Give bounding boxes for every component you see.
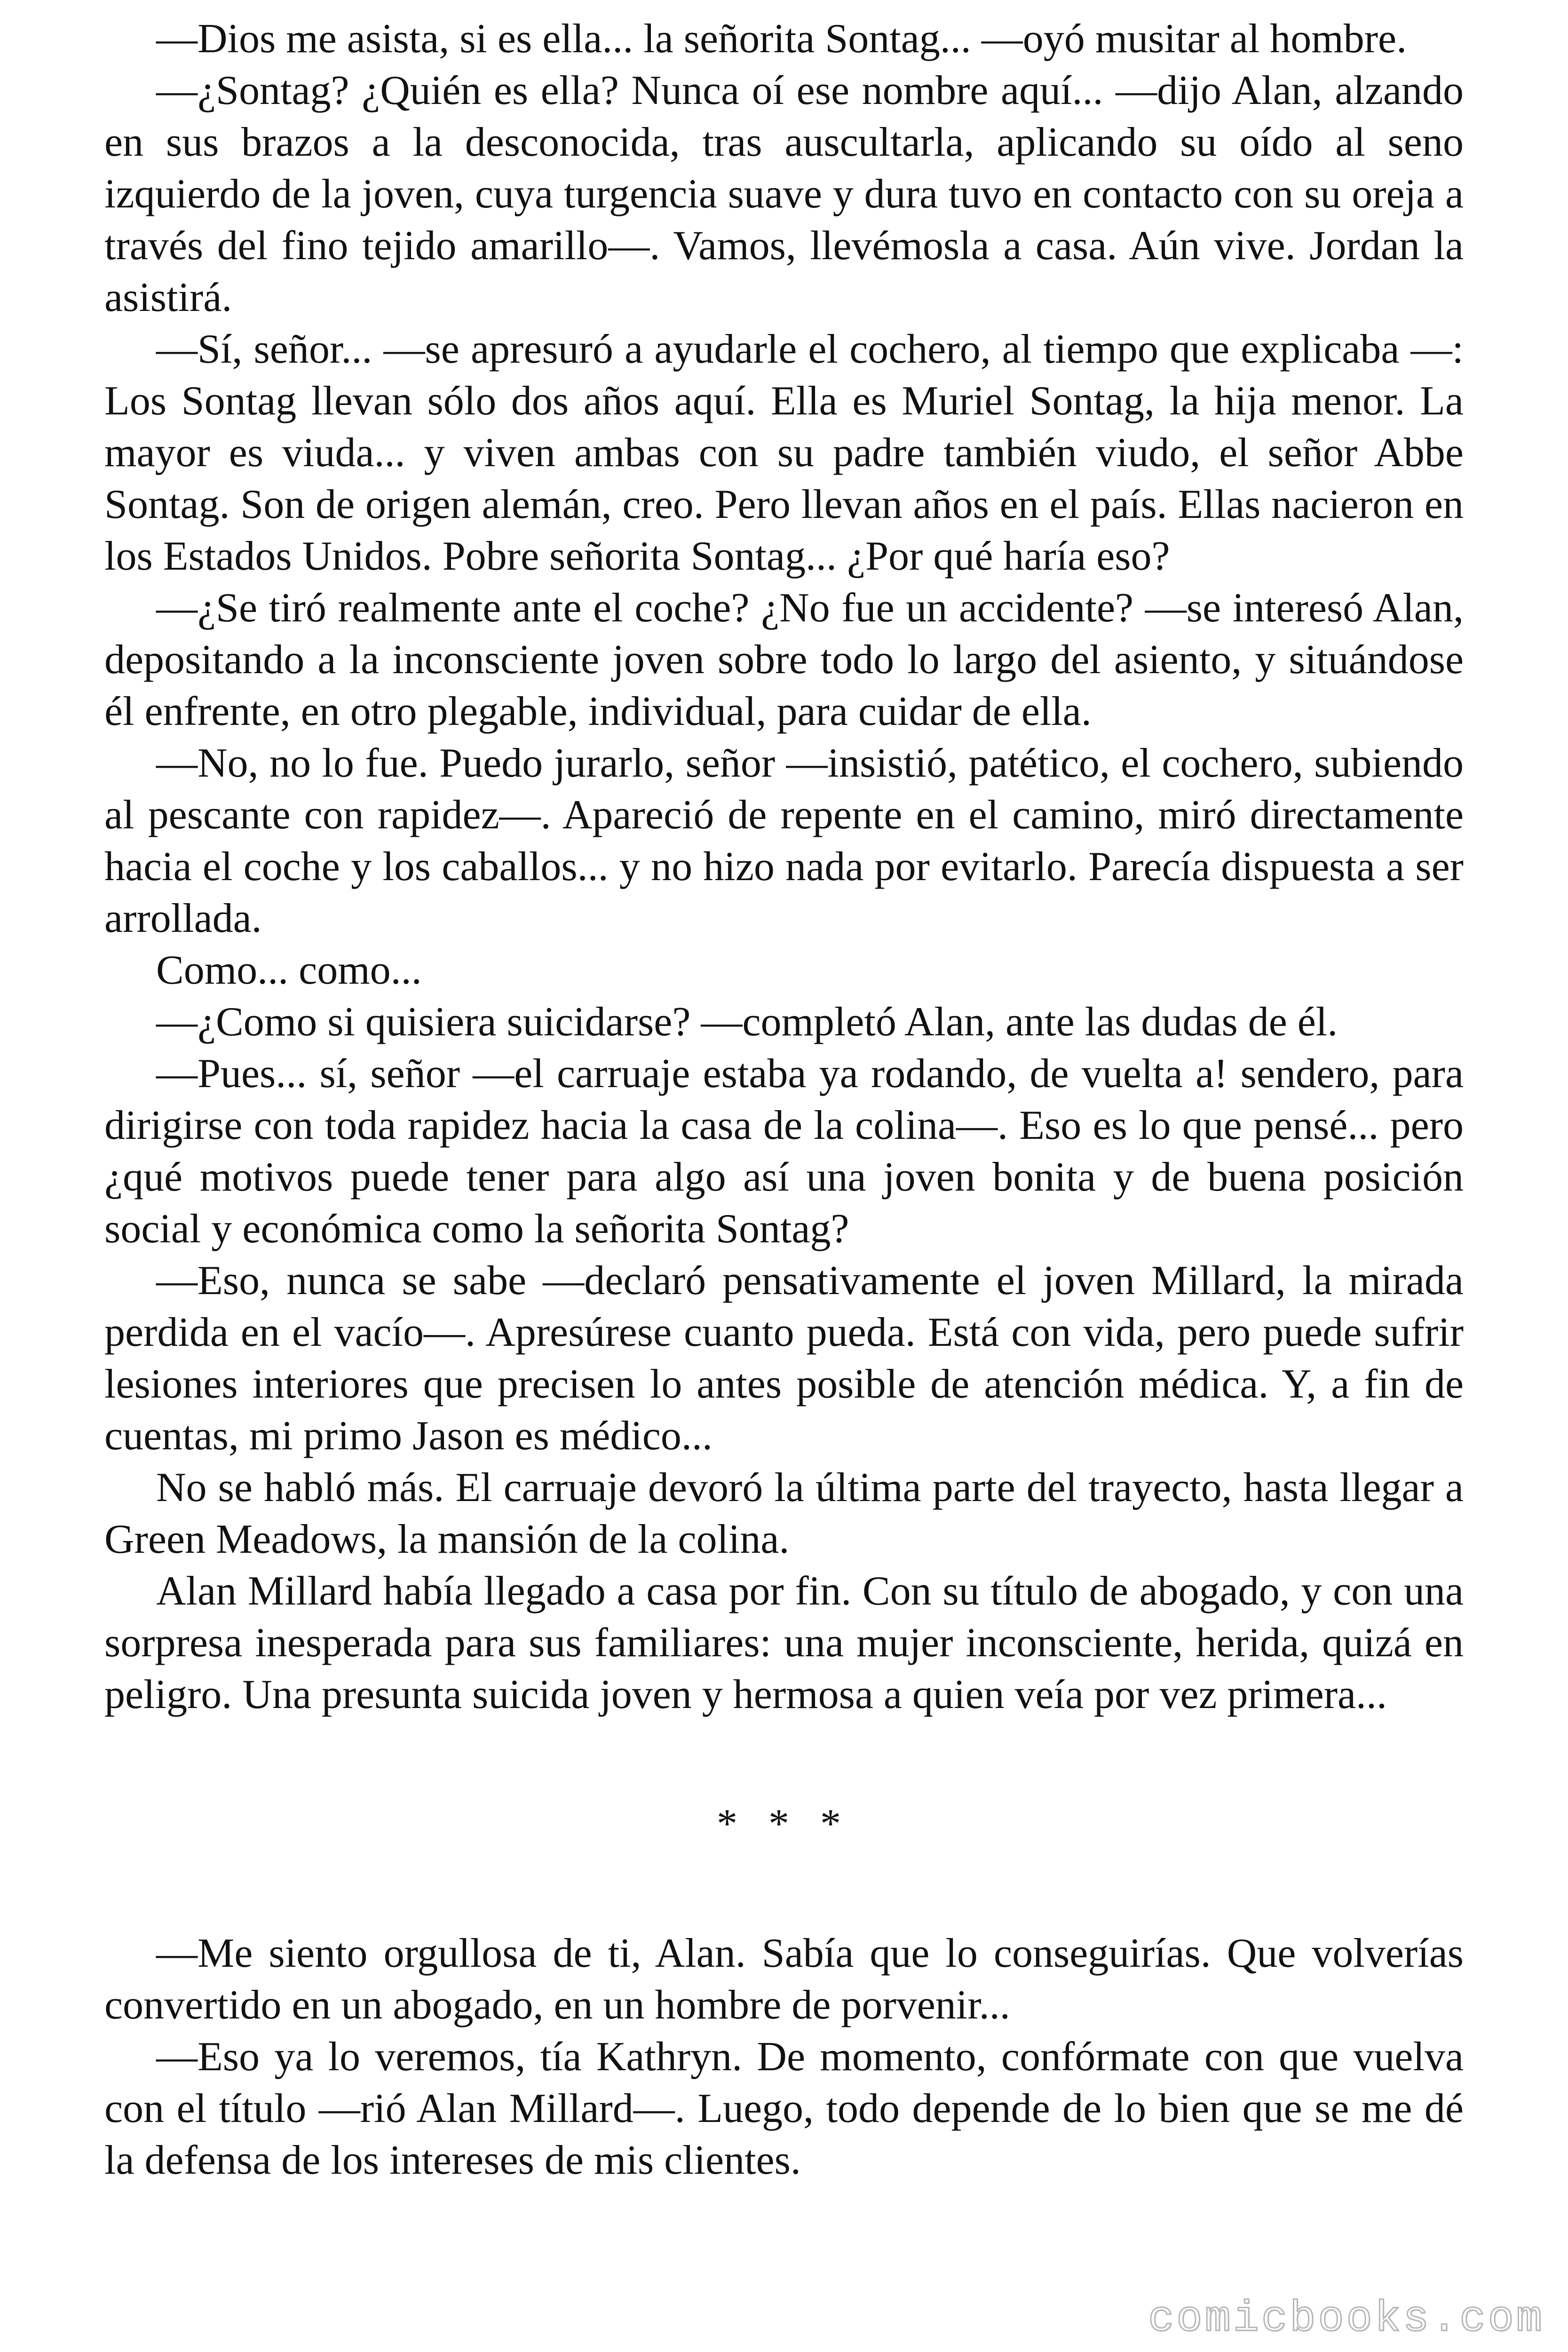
paragraph: —Dios me asista, si es ella... la señorita Sontag... —oyó musitar al hombre. — [156, 16, 1407, 62]
paragraph: —¿Como si quisiera suicidarse? —completó Alan, ante las dudas de él. — [156, 999, 1338, 1045]
watermark-logo: comicbooks.com — [1148, 2294, 1544, 2344]
paragraph: —¿Se tiró realmente ante el coche? ¿No fue un accidente? —se interesó Alan, depositando a la inconsciente joven sobre todo lo largo del asiento, y situándose él enfrente, en otro plegable, individual, para cuidar de ella. — [104, 585, 1464, 734]
paragraph: —No, no lo fue. Puedo jurarlo, señor —insistió, patético, el cochero, subiendo al pescante con rapidez—. Apareció de repente en el camino, miró directamente hacia el coche y los caballos... y no hizo nada por evitarlo. Parecía dispuesta a ser arrollada. — [104, 740, 1464, 941]
paragraph: —¿Sontag? ¿Quién es ella? Nunca oí ese nombre aquí... —dijo Alan, alzando en sus brazos a la desconocida, tras auscultarla, aplicando su oído al seno izquierdo de la joven, cuya turgencia suave y dura tuvo en contacto con su oreja a través del fino tejido amarillo—. Vamos, llevémosla a casa. Aún vive. Jordan la asistirá. — [104, 68, 1464, 320]
paragraph: —Me siento orgullosa de ti, Alan. Sabía que lo conseguirías. Que volverías convertido en un abogado, en un hombre de porvenir... — [104, 1931, 1464, 2028]
paragraph: Como... como... — [156, 947, 422, 993]
body-text — [104, 13, 1464, 2186]
section-separator: * * * — [717, 1801, 851, 1847]
paragraph: —Eso, nunca se sabe —declaró pensativamente el joven Millard, la mirada perdida en el vacío—. Apresúrese cuanto pueda. Está con vida, pero puede sufrir lesiones interiores que precisen lo antes posible de atención médica. Y, a fin de cuentas, mi primo Jason es médico... — [104, 1258, 1464, 1459]
paragraph: Alan Millard había llegado a casa por fin. Con su título de abogado, y con una sorpresa inesperada para sus familiares: una mujer inconsciente, herida, quizá en peligro. Una presunta suicida joven y hermosa a quien veía por vez primera... — [104, 1568, 1464, 1717]
paragraph: No se habló más. El carruaje devoró la última parte del trayecto, hasta llegar a Green Meadows, la mansión de la colina. — [104, 1465, 1464, 1562]
paragraph: —Eso ya lo veremos, tía Kathryn. De momento, confórmate con que vuelva con el título —rió Alan Millard—. Luego, todo depende de lo bien que se me dé la defensa de los intereses de mis clientes. — [104, 2034, 1464, 2183]
paragraph: —Pues... sí, señor —el carruaje estaba ya rodando, de vuelta a! sendero, para dirigirse con toda rapidez hacia la casa de la colina—. Eso es lo que pensé... pero ¿qué motivos puede tener para algo así una joven bonita y de buena posición social y económica como la señorita Sontag? — [104, 1051, 1464, 1252]
paragraph: —Sí, señor... —se apresuró a ayudarle el cochero, al tiempo que explicaba —: Los Sontag llevan sólo dos años aquí. Ella es Muriel Sontag, la hija menor. La mayor es viuda... y viven ambas con su padre también viudo, el señor Abbe Sontag. Son de origen alemán, creo. Pero llevan años en el país. Ellas nacieron en los Estados Unidos. Pobre señorita Sontag... ¿Por qué haría eso? — [104, 326, 1464, 579]
